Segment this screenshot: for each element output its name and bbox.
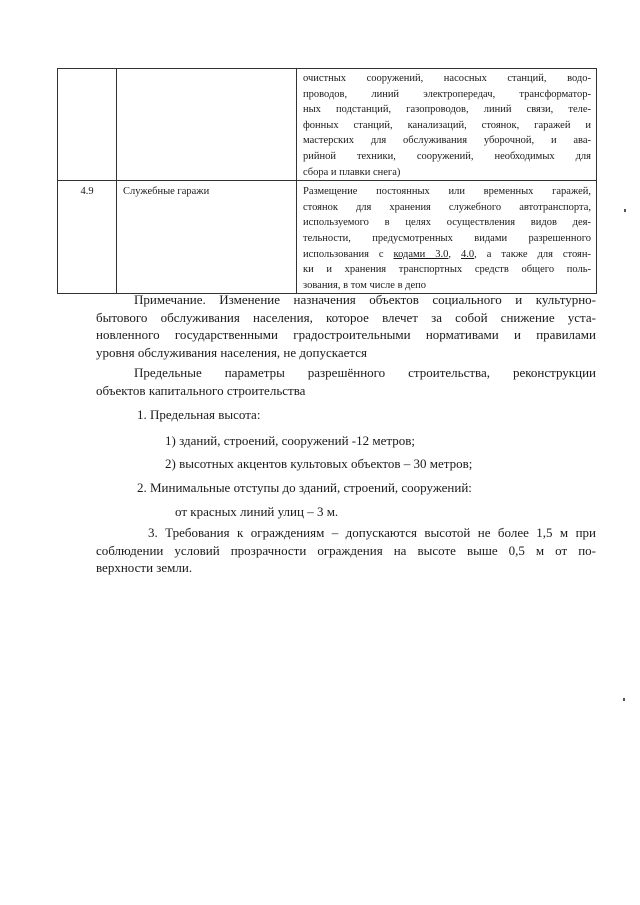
text-line: новленного государственными градостроительными нормативами и правилами <box>96 327 596 342</box>
table-cell-code: 4.9 <box>58 181 117 294</box>
table-cell-code <box>58 69 117 181</box>
description-text: , <box>448 248 461 260</box>
params-heading <box>96 364 596 399</box>
description-line: тельности, предусмотренных видами разрешенного <box>303 232 591 244</box>
text-line: 3. Требования к ограждениям – допускаются высотой не более 1,5 м при <box>148 525 596 540</box>
text-line: Предельные параметры разрешённого строительства, реконструкции <box>134 365 596 380</box>
description-line: ки и хранения транспортных средств общего поль- <box>303 264 591 276</box>
text-line: бытового обслуживания населения, которое влечет за собой снижение уста- <box>96 309 596 325</box>
description-line: стоянок для хранения служебного автотранспорта, <box>303 201 591 213</box>
list-item: 1) зданий, строений, сооружений -12 метров; <box>165 433 415 448</box>
table-cell-name: Служебные гаражи <box>117 181 297 294</box>
scan-speck <box>624 209 626 212</box>
table-cell-description <box>297 181 597 294</box>
description-line: ных подстанций, газопроводов, линий связи, теле- <box>303 104 591 116</box>
description-line: сбора и плавки снега) <box>303 166 401 178</box>
description-line: используемого в целях осуществления видов дея- <box>303 217 591 229</box>
list-item: 2) высотных акцентов культовых объектов – 30 метров; <box>165 456 473 471</box>
land-use-table <box>57 68 597 294</box>
text-line: верхности земли. <box>96 560 193 575</box>
code-link[interactable]: 4.0 <box>460 248 475 260</box>
description-line: очистных сооружений, насосных станций, водо- <box>303 73 591 84</box>
note-paragraph <box>96 291 596 361</box>
list-item: 1. Предельная высота: <box>137 407 261 422</box>
description-text: использования с <box>303 248 394 260</box>
list-item: 2. Минимальные отступы до зданий, строений, сооружений: <box>137 480 472 495</box>
description-line: фонных станций, канализаций, стоянок, гаражей и <box>303 119 591 131</box>
text-line: Примечание. Изменение назначения объектов социального и культурно- <box>134 292 596 307</box>
text-line: соблюдении условий прозрачности ограждения на высоте выше 0,5 м от по- <box>96 542 596 558</box>
table-row <box>58 69 597 181</box>
text-line: объектов капитального строительства <box>96 382 306 398</box>
description-line: зования, в том числе в депо <box>303 279 427 291</box>
table-cell-description <box>297 69 597 181</box>
text-line: уровня обслуживания населения, не допускается <box>96 344 367 360</box>
description-text: , а также для стоян- <box>474 248 592 260</box>
table-cell-name <box>117 69 297 181</box>
scan-speck <box>623 698 625 701</box>
description-line-with-links <box>303 247 591 263</box>
list-item: от красных линий улиц – 3 м. <box>175 504 339 519</box>
description-line: рийной техники, сооружений, необходимых для <box>303 150 591 162</box>
code-link[interactable]: кодами 3.0 <box>393 248 449 260</box>
description-line: проводов, линий электропередач, трансформатор- <box>303 88 591 100</box>
fence-requirements-paragraph <box>96 524 596 577</box>
description-line: мастерских для обслуживания уборочной, и ава- <box>303 135 591 147</box>
table-row <box>58 181 597 294</box>
description-line: Размещение постоянных или временных гаражей, <box>303 186 591 198</box>
